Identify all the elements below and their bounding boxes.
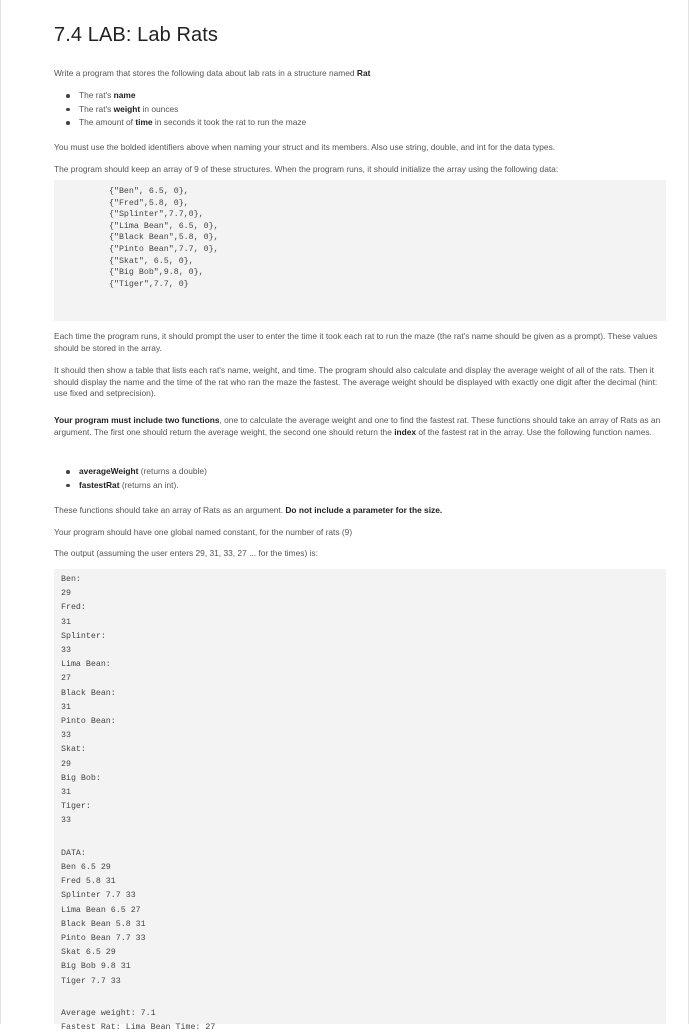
init-code-line: {"Pinto Bean",7.7, 0},	[109, 244, 219, 254]
list-item	[64, 89, 306, 103]
output-intro-paragraph: The output (assuming the user enters 29, 31, 33, 27 ... for the times) is:	[54, 548, 318, 558]
output-line: Fred:	[61, 603, 86, 613]
functions-emphasis: Your program must include two functions	[54, 415, 220, 425]
init-code-line: {"Skat", 6.5, 0},	[109, 256, 194, 266]
output-line: Big Bob:	[61, 773, 101, 783]
intro-paragraph	[54, 68, 662, 80]
init-code-line: {"Black Bean",5.8, 0},	[109, 233, 219, 243]
output-line: Black Bean 5.8 31	[61, 919, 146, 929]
member-text: The amount of	[79, 117, 136, 127]
init-code-block	[54, 180, 666, 321]
struct-name: Rat	[356, 68, 371, 78]
init-code-line: {"Ben", 6.5, 0},	[109, 187, 189, 196]
output-line: Ben:	[61, 575, 81, 584]
output-line: 29	[61, 759, 71, 769]
init-code-line: {"Big Bob",9.8, 0},	[109, 268, 204, 278]
output-line: DATA:	[61, 848, 86, 858]
init-code	[54, 180, 666, 290]
output-line: 31	[61, 788, 71, 798]
functions-text: , one to calculate the average weight and one to find the fastest rat. These functions should take an array of Rats as an argument. The first one should return the average weight, the second one should return the	[54, 415, 661, 437]
member-identifier: time	[135, 117, 153, 127]
output-line: 27	[61, 674, 71, 684]
output-line: Black Bean:	[61, 688, 116, 698]
init-code-line: {"Tiger",7.7, 0}	[109, 279, 189, 289]
output-line: Lima Bean:	[61, 660, 111, 670]
function-name: averageWeight	[79, 466, 139, 476]
function-name: fastestRat	[79, 479, 120, 490]
output-line: 31	[61, 702, 71, 712]
output-prompts	[54, 569, 666, 829]
function-names-list	[64, 465, 207, 492]
output-line: Lima Bean 6.5 27	[61, 905, 141, 915]
init-code-line: {"Fred",5.8, 0},	[109, 198, 189, 208]
output-line: Tiger 7.7 33	[61, 976, 121, 986]
members-list	[64, 89, 306, 130]
output-line: 33	[61, 731, 71, 741]
output-line: Pinto Bean:	[61, 717, 116, 727]
list-item	[64, 465, 207, 479]
blank-line	[54, 829, 666, 843]
prompt-paragraph: Each time the program runs, it should prompt the user to enter the time it took each rat to run the maze (the rat's name should be given as a prompt). These values should be stored in the array.	[54, 331, 658, 353]
output-line: Average weight: 7.1	[61, 1009, 156, 1019]
blank-line	[54, 989, 666, 1003]
member-text: in ounces	[140, 103, 179, 114]
output-line: Big Bob 9.8 31	[61, 962, 131, 972]
member-text: The rat's	[79, 103, 114, 114]
member-identifier: weight	[113, 103, 141, 114]
no-size-param-paragraph	[54, 505, 662, 517]
array-paragraph: The program should keep an array of 9 of these structures. When the program runs, it should initialize the array using the following data:	[54, 164, 559, 174]
member-text: in seconds it took the rat to run the maze	[152, 117, 307, 127]
function-return: (returns a double)	[138, 466, 207, 476]
constant-paragraph: Your program should have one global named constant, for the number of rats (9)	[54, 527, 353, 537]
index-emphasis: index	[394, 426, 417, 437]
functions-text-end: of the fastest rat in the array. Use the following function names.	[416, 426, 652, 437]
init-code-line: {"Splinter",7.7,0},	[109, 210, 204, 220]
no-size-emphasis: Do not include a parameter for the size.	[285, 505, 443, 515]
output-line: Pinto Bean 7.7 33	[61, 934, 146, 944]
member-text: The rat's	[79, 90, 114, 100]
page-title: 7.4 LAB: Lab Rats	[54, 24, 219, 46]
functions-paragraph	[54, 415, 662, 438]
function-return: (returns an int).	[119, 479, 179, 490]
output-line: Skat 6.5 29	[61, 948, 116, 958]
intro-text: Write a program that stores the following data about lab rats in a structure named	[54, 68, 357, 78]
no-size-text: These functions should take an array of Rats as an argument.	[54, 505, 286, 515]
output-line: 33	[61, 816, 71, 826]
member-identifier: name	[113, 90, 136, 100]
output-summary	[54, 1003, 666, 1035]
list-item	[64, 116, 306, 130]
list-item	[64, 103, 306, 117]
output-line: Splinter 7.7 33	[61, 891, 136, 901]
output-line: 33	[61, 646, 71, 656]
output-line: 31	[61, 617, 71, 627]
output-line: Fred 5.8 31	[61, 877, 116, 887]
table-paragraph: It should then show a table that lists each rat's name, weight, and time. The program should also calculate and display the average weight of all of the rats. Then it should display the name and the time of the rat who ran the maze the fastest. The average weight should be displayed with exactly one digit after the decimal (hint: use fixed and setprecision).	[54, 365, 658, 398]
output-line: Splinter:	[61, 631, 106, 641]
init-code-line: {"Lima Bean", 6.5, 0},	[109, 221, 219, 231]
output-line: Fastest Rat: Lima Bean Time: 27	[61, 1023, 216, 1033]
output-line: Ben 6.5 29	[61, 863, 111, 873]
output-code-block	[54, 569, 666, 1033]
output-line: Tiger:	[61, 802, 91, 812]
output-line: 29	[61, 589, 71, 599]
list-item	[64, 479, 207, 493]
bolded-identifiers-paragraph: You must use the bolded identifiers above when naming your struct and its members. Also use string, double, and int for the data types.	[54, 142, 556, 152]
output-line: Skat:	[61, 745, 86, 755]
output-data-table	[54, 843, 666, 989]
